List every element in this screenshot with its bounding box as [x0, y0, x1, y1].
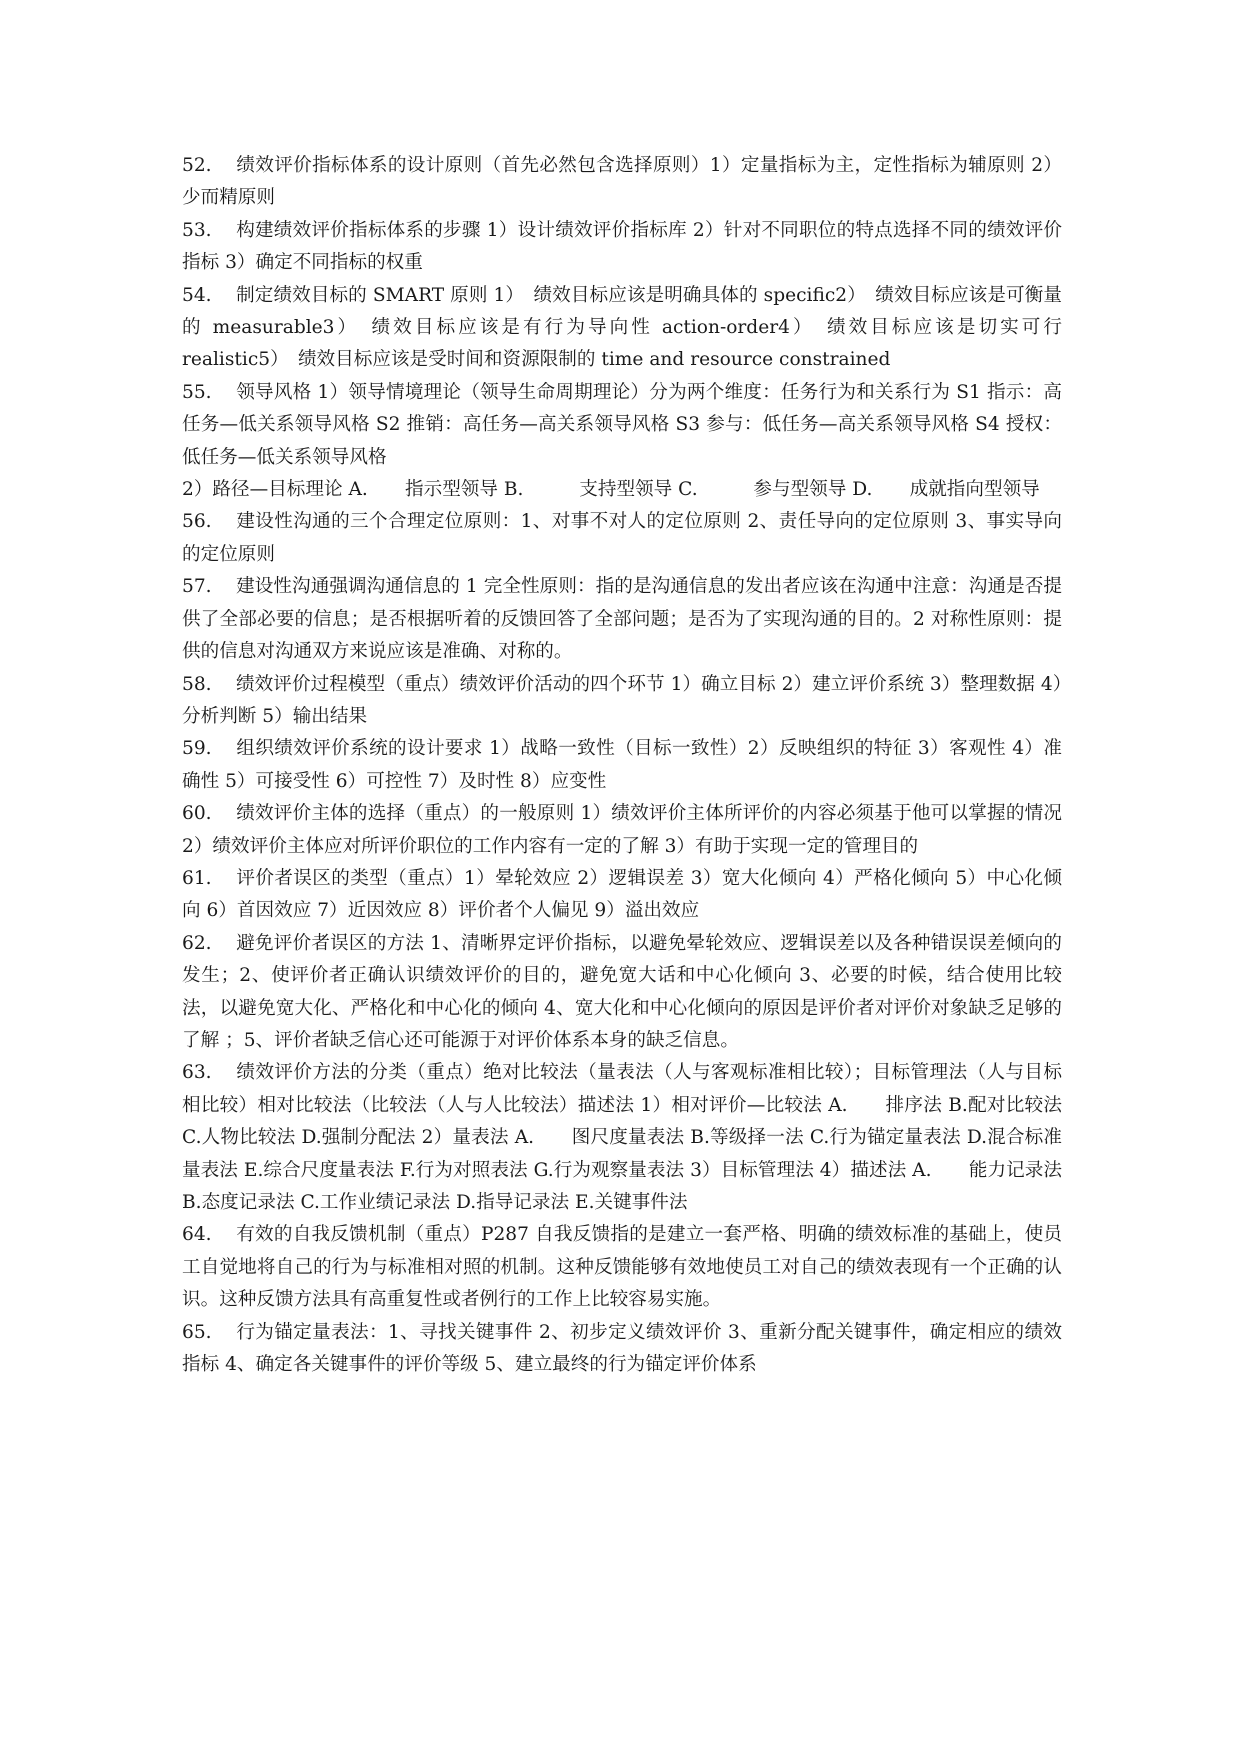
item-text: 绩效评价过程模型（重点）绩效评价活动的四个环节 1）确立目标 2）建立评价系统 3）整理数据 4）分析判断 5）输出结果	[182, 673, 1062, 727]
item-text: 建设性沟通强调沟通信息的 1 完全性原则：指的是沟通信息的发出者应该在沟通中注意：沟通是否提供了全部必要的信息；是否根据听着的反馈回答了全部问题；是否为了实现沟通的目的。2 对称性原则：提供的信息对沟通双方来说应该是准确、对称的。	[182, 576, 1062, 663]
paragraph-65	[182, 1317, 1062, 1382]
item-number: 59.	[182, 738, 212, 760]
paragraph-55	[182, 377, 1062, 474]
item-text: 领导风格 1）领导情境理论（领导生命周期理论）分为两个维度：任务行为和关系行为 S1 指示：高任务—低关系领导风格 S2 推销：高任务—高关系领导风格 S3 参与：低任务—高关系领导风格 S4 授权：低任务—低关系领导风格	[182, 381, 1062, 468]
item-text: 有效的自我反馈机制（重点）P287 自我反馈指的是建立一套严格、明确的绩效标准的基础上，使员工自觉地将自己的行为与标准相对照的机制。这种反馈能够有效地使员工对自己的绩效表现有一个正确的认识。这种反馈方法具有高重复性或者例行的工作上比较容易实施。	[182, 1224, 1062, 1311]
item-number: 55.	[182, 381, 212, 403]
item-number: 56.	[182, 511, 212, 533]
paragraph-60	[182, 798, 1062, 863]
item-text: 评价者误区的类型（重点）1）晕轮效应 2）逻辑误差 3）宽大化倾向 4）严格化倾向 5）中心化倾向 6）首因效应 7）近因效应 8）评价者个人偏见 9）溢出效应	[182, 867, 1062, 922]
item-number: 63.	[182, 1062, 212, 1084]
item-text: 行为锚定量表法：1、寻找关键事件 2、初步定义绩效评价 3、重新分配关键事件，确定相应的绩效指标 4、确定各关键事件的评价等级 5、建立最终的行为锚定评价体系	[182, 1321, 1062, 1376]
paragraph-61	[182, 863, 1062, 928]
item-text: 制定绩效目标的 SMART 原则 1） 绩效目标应该是明确具体的 specific2） 绩效目标应该是可衡量的 measurable3） 绩效目标应该是有行为导向性 action-order4） 绩效目标应该是切实可行 realistic5） 绩效目标应该是受时间和资源限制的 time and resource constrained	[182, 284, 1062, 371]
paragraph-56	[182, 506, 1062, 571]
paragraph-54	[182, 280, 1062, 377]
item-number: 57.	[182, 576, 212, 598]
item-number: 64.	[182, 1224, 212, 1246]
item-text: 建设性沟通的三个合理定位原则：1、对事不对人的定位原则 2、责任导向的定位原则 3、事实导向的定位原则	[182, 511, 1062, 565]
item-text: 绩效评价主体的选择（重点）的一般原则 1）绩效评价主体所评价的内容必须基于他可以掌握的情况 2）绩效评价主体应对所评价职位的工作内容有一定的了解 3）有助于实现一定的管理目的	[182, 803, 1062, 857]
item-number: 54.	[182, 284, 212, 306]
item-text: 构建绩效评价指标体系的步骤 1）设计绩效评价指标库 2）针对不同职位的特点选择不同的绩效评价指标 3）确定不同指标的权重	[182, 219, 1062, 274]
item-text: 避免评价者误区的方法 1、清晰界定评价指标，以避免晕轮效应、逻辑误差以及各种错误误差倾向的发生；2、使评价者正确认识绩效评价的目的，避免宽大话和中心化倾向 3、必要的时候，结合使用比较法，以避免宽大化、严格化和中心化的倾向 4、宽大化和中心化倾向的原因是评价者对评价对象缺乏足够的了解 ；5、评价者缺乏信心还可能源于对评价体系本身的缺乏信息。	[182, 932, 1062, 1051]
item-number: 62.	[182, 932, 212, 954]
paragraph-63	[182, 1057, 1062, 1219]
item-text: 绩效评价方法的分类（重点）绝对比较法（量表法（人与客观标准相比较）；目标管理法（人与目标相比较）相对比较法（比较法（人与人比较法）描述法 1）相对评价—比较法 A. 排序法 B.配对比较法 C.人物比较法 D.强制分配法 2）量表法 A. 图尺度量表法 B.等级择一法 C.行为锚定量表法 D.混合标准量表法 E.综合尺度量表法 F.行为对照表法 G.行为观察量表法 3）目标管理法 4）描述法 A. 能力记录法 B.态度记录法 C.工作业绩记录法 D.指导记录法 E.关键事件法	[182, 1062, 1062, 1213]
paragraph-57	[182, 571, 1062, 668]
item-text: 绩效评价指标体系的设计原则（首先必然包含选择原则）1）定量指标为主，定性指标为辅原则 2）少而精原则	[182, 155, 1062, 209]
paragraph-59	[182, 733, 1062, 798]
document-body	[182, 150, 1062, 1381]
item-number: 52.	[182, 155, 212, 176]
item-number: 65.	[182, 1321, 212, 1343]
item-text: 2）路径—目标理论 A. 指示型领导 B. 支持型领导 C. 参与型领导 D. 成就指向型领导	[182, 479, 1040, 501]
paragraph-52	[182, 150, 1062, 215]
item-number: 61.	[182, 867, 212, 889]
paragraph-55-continued	[182, 474, 1062, 506]
paragraph-58	[182, 669, 1062, 734]
item-text: 组织绩效评价系统的设计要求 1）战略一致性（目标一致性）2）反映组织的特征 3）客观性 4）准确性 5）可接受性 6）可控性 7）及时性 8）应变性	[182, 738, 1062, 792]
item-number: 58.	[182, 673, 212, 695]
paragraph-64	[182, 1219, 1062, 1316]
paragraph-53	[182, 215, 1062, 280]
item-number: 53.	[182, 219, 212, 241]
item-number: 60.	[182, 803, 212, 825]
paragraph-62	[182, 928, 1062, 1058]
